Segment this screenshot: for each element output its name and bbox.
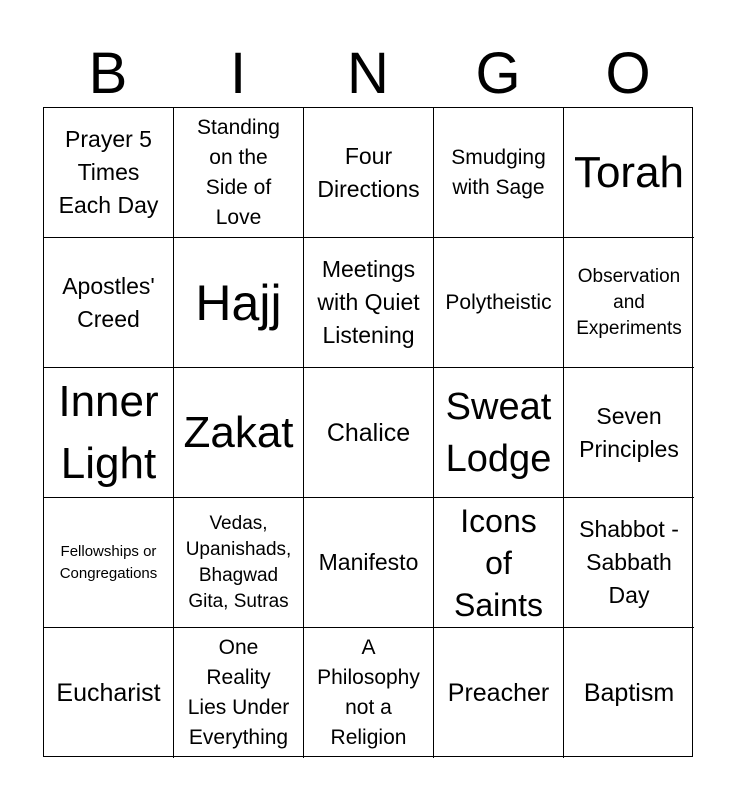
bingo-cell[interactable] [304,368,434,498]
bingo-cell[interactable] [174,108,304,238]
cell-text: Shabbot - Sabbath Day [579,516,679,608]
cell-text: Eucharist [56,679,161,707]
bingo-cell[interactable] [174,498,304,628]
cell-text: A Philosophy not a Religion [317,636,420,749]
cell-text: Vedas, Upanishads, Bhagwad Gita, Sutras [185,512,292,612]
cell-text: Smudging with Sage [451,145,546,199]
bingo-cell[interactable] [434,238,564,368]
bingo-cell[interactable] [434,108,564,238]
bingo-cell[interactable] [564,628,694,758]
bingo-cell[interactable] [564,368,694,498]
bingo-cell[interactable] [174,628,304,758]
bingo-cell[interactable] [44,238,174,368]
bingo-cell[interactable] [44,108,174,238]
bingo-cell[interactable] [174,238,304,368]
bingo-cell[interactable] [564,108,694,238]
bingo-cell[interactable] [304,498,434,628]
cell-text: Observation and Experiments [576,265,682,339]
cell-text: Polytheistic [445,290,552,314]
header-letter-o: O [605,41,651,106]
cell-text: Icons of Saints [454,502,543,623]
bingo-cell[interactable] [44,368,174,498]
bingo-cell[interactable] [564,498,694,628]
cell-text: Hajj [195,274,282,331]
cell-text: Seven Principles [579,402,679,462]
bingo-cell[interactable] [44,498,174,628]
cell-text: Fellowships or Congregations [59,542,158,582]
cell-text: Four Directions [317,142,420,202]
cell-text: Manifesto [318,549,419,575]
bingo-cell[interactable] [304,238,434,368]
cell-text: Preacher [447,679,550,707]
header-letter-b: B [88,41,128,106]
cell-text: Meetings with Quiet Listening [317,256,420,348]
bingo-cell[interactable] [564,238,694,368]
bingo-cell[interactable] [44,628,174,758]
bingo-cell[interactable] [434,498,564,628]
cell-text: Zakat [183,407,294,457]
cell-text: Inner Light [58,376,159,488]
cell-text: One Reality Lies Under Everything [187,636,290,749]
header-letter-i: I [229,41,247,106]
cell-text: Prayer 5 Times Each Day [58,126,159,218]
cell-text: Baptism [583,679,675,707]
cell-text: Chalice [326,418,411,447]
cell-text: Sweat Lodge [445,385,552,480]
bingo-board [43,107,693,757]
bingo-header [43,40,693,108]
header-letter-g: G [475,41,521,106]
cell-text: Standing on the Side of Love [197,115,280,229]
header-letter-n: N [347,41,389,106]
bingo-cell[interactable] [434,628,564,758]
bingo-cell[interactable] [304,628,434,758]
bingo-cell[interactable] [434,368,564,498]
bingo-cell[interactable] [174,368,304,498]
bingo-cell[interactable] [304,108,434,238]
cell-text: Torah [573,147,685,197]
cell-text: Apostles' Creed [62,272,155,332]
